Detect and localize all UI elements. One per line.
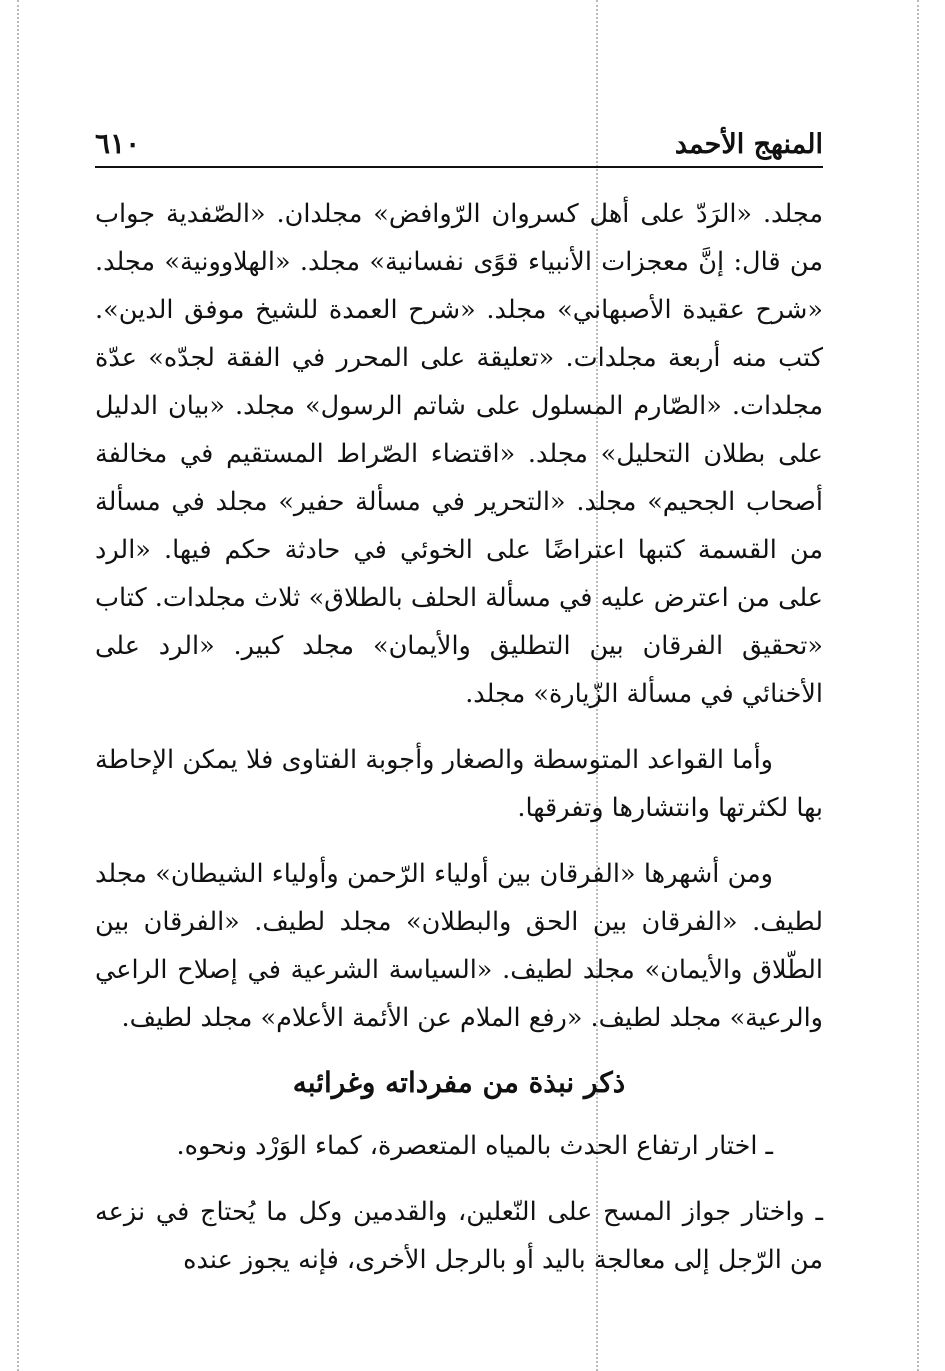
scan-guide-left (17, 0, 19, 1371)
paragraph-book-list: مجلد. «الرَدّ على أهل كسروان الرّوافض» مجلدان. «الصّفدية جواب من قال: إنَّ معجزات الأنبياء قوًى نفسانية» مجلد. «الهلاوونية» مجلد. «شرح عقيدة الأصبهاني» مجلد. «شرح العمدة للشيخ موفق الدين». كتب منه أربعة مجلدات. «تعليقة على المحرر في الفقة لجدّه» عدّة مجلدات. «الصّارم المسلول على شاتم الرسول» مجلد. «بيان الدليل على بطلان التحليل» مجلد. «اقتضاء الصّراط المستقيم في مخالفة أصحاب الجحيم» مجلد. «التحرير في مسألة حفير» مجلد في مسألة من القسمة كتبها اعتراضًا على الخوئي في حادثة حكم فيها. «الرد على من اعترض عليه في مسألة الحلف بالطلاق» ثلاث مجلدات. كتاب «تحقيق الفرقان بين التطليق والأيمان» مجلد كبير. «الرد على الأخنائي في مسألة الزّيارة» مجلد. (95, 199, 823, 709)
opinion-item: ـ اختار ارتفاع الحدث بالمياه المتعصرة، كماء الوَرْد ونحوه. (176, 1131, 773, 1161)
paragraph-famous-works: ومن أشهرها «الفرقان بين أولياء الرّحمن وأولياء الشيطان» مجلد لطيف. «الفرقان بين الحق والبطلان» مجلد لطيف. «الفرقان بين الطّلاق والأيمان» مجلد لطيف. «السياسة الشرعية في إصلاح الراعي والرعية» مجلد لطيف. «رفع الملام عن الأئمة الأعلام» مجلد لطيف. (95, 859, 823, 1033)
section-heading: ذكر نبذة من مفرداته وغرائبه (292, 1066, 626, 1099)
running-title: المنهج الأحمد (674, 129, 823, 160)
page-body (95, 190, 823, 1284)
scan-guide-right (917, 0, 919, 1371)
page-number: ٦١٠ (95, 127, 141, 160)
running-header (95, 118, 823, 168)
paragraph-rules: وأما القواعد المتوسطة والصغار وأجوبة الفتاوى فلا يمكن الإحاطة بها لكثرتها وانتشارها وتفرقها. (95, 745, 823, 823)
book-page (95, 118, 823, 1284)
opinion-item: ـ واختار جواز المسح على النّعلين، والقدمين وكل ما يُحتاج في نزعه من الرّجل إلى معالجة باليد أو بالرجل الأخرى، فإنه يجوز عنده (95, 1197, 823, 1275)
